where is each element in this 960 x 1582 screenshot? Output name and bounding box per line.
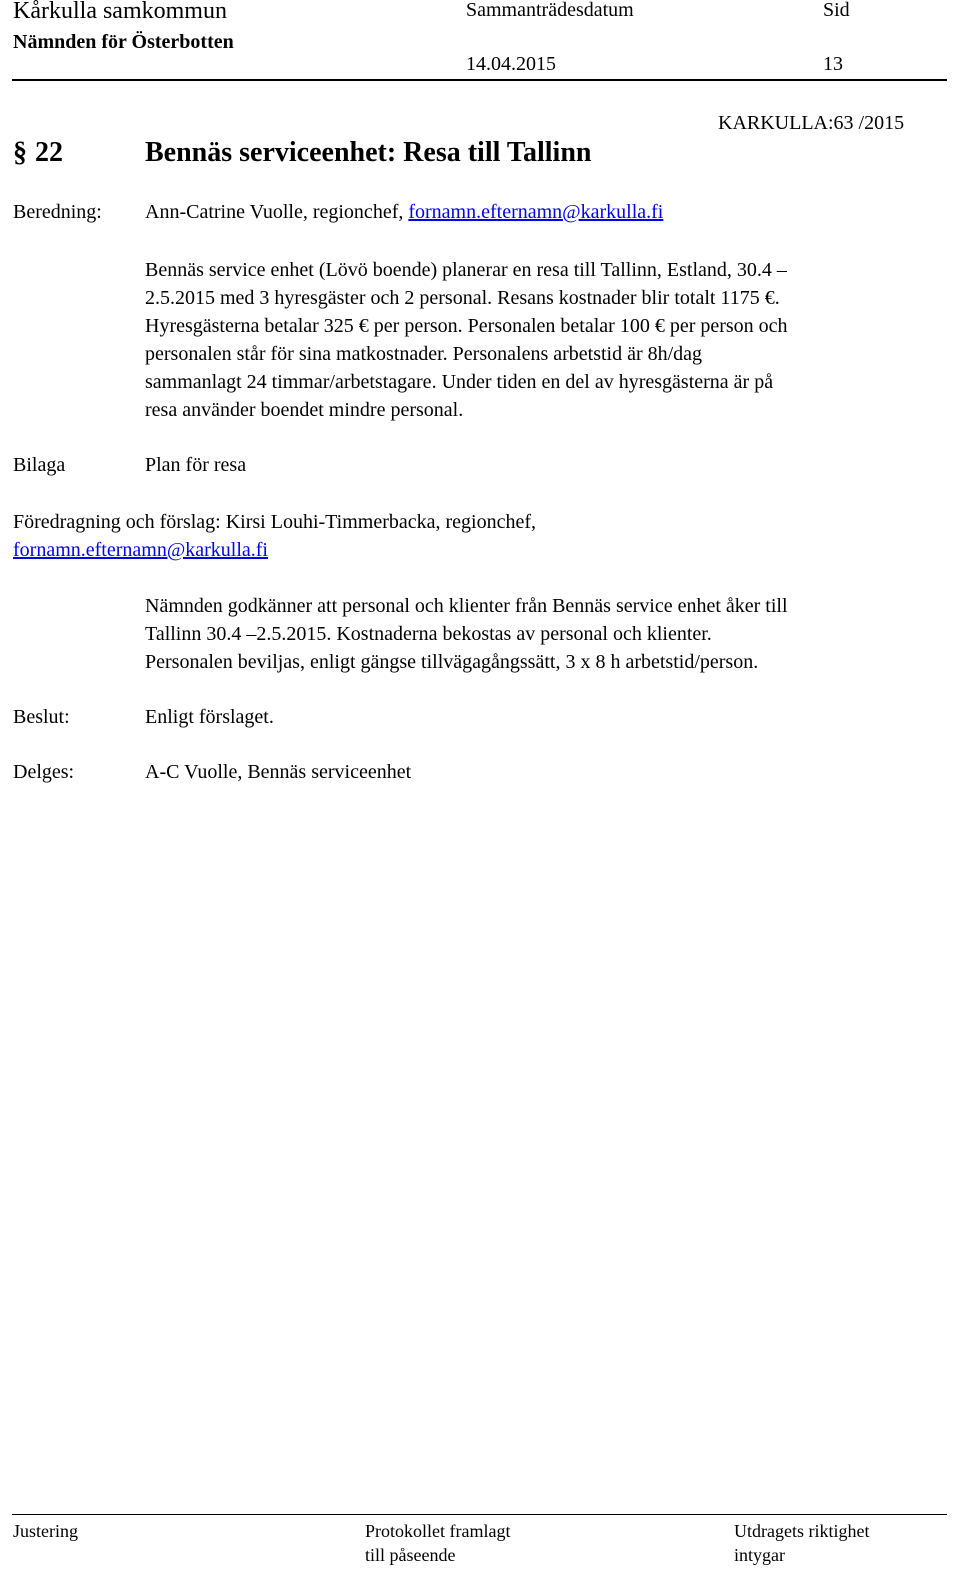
beredning-line (145, 201, 663, 224)
footer-protokoll-line2: till påseende (365, 1545, 456, 1565)
description-line: 2.5.2015 med 3 hyresgäster och 2 personal. Resans kostnader blir totalt 1175 €. (145, 287, 780, 309)
beslut-label: Beslut: (13, 706, 70, 728)
bilaga-text: Plan för resa (145, 454, 247, 476)
proposal-line: Nämnden godkänner att personal och klienter från Bennäs service enhet åker till (145, 595, 788, 617)
beslut-text: Enligt förslaget. (145, 706, 274, 728)
proposal-line: Tallinn 30.4 –2.5.2015. Kostnaderna bekostas av personal och klienter. (145, 623, 712, 645)
description-line: resa använder boendet mindre personal. (145, 399, 464, 421)
page-label: Sid (823, 0, 850, 21)
beredning-email-link[interactable]: fornamn.efternamn@karkulla.fi (408, 201, 664, 223)
beredning-text: Ann-Catrine Vuolle, regionchef, (145, 201, 409, 223)
footer-utdrag-line1: Utdragets riktighet (734, 1521, 870, 1541)
footer-justering: Justering (13, 1521, 78, 1541)
proposal-paragraph (145, 592, 945, 676)
delges-text: A-C Vuolle, Bennäs serviceenhet (145, 761, 412, 783)
delges-label: Delges: (13, 761, 75, 783)
bilaga-label: Bilaga (13, 454, 66, 476)
page-number: 13 (823, 53, 843, 75)
proposal-line: Personalen beviljas, enligt gängse tillvägagångssätt, 3 x 8 h arbetstid/person. (145, 651, 759, 673)
footer-rule (12, 1514, 947, 1515)
description-paragraph (145, 256, 945, 424)
reference-number: KARKULLA:63 /2015 (718, 112, 905, 134)
description-line: Hyresgästerna betalar 325 € per person. Personalen betalar 100 € per person och (145, 315, 788, 337)
section-number: 22 (35, 137, 63, 168)
description-line: sammanlagt 24 timmar/arbetstagare. Under tiden en del av hyresgästerna är på (145, 371, 774, 393)
description-line: personalen står för sina matkostnader. Personalens arbetstid är 8h/dag (145, 343, 703, 365)
meeting-date: 14.04.2015 (466, 53, 556, 75)
section-title: Bennäs serviceenhet: Resa till Tallinn (145, 137, 592, 168)
foredragning-text: Föredragning och förslag: Kirsi Louhi-Timmerbacka, regionchef, (13, 511, 537, 533)
foredragning-email-link[interactable]: fornamn.efternamn@karkulla.fi (13, 539, 268, 561)
section-symbol: § (13, 137, 27, 168)
organization-name: Kårkulla samkommun (13, 0, 227, 24)
header-rule (12, 79, 947, 81)
footer-protokoll-line1: Protokollet framlagt (365, 1521, 511, 1541)
description-line: Bennäs service enhet (Lövö boende) planerar en resa till Tallinn, Estland, 30.4 – (145, 259, 787, 281)
date-label: Sammanträdesdatum (466, 0, 634, 21)
beredning-label: Beredning: (13, 201, 102, 223)
foredragning-block (13, 508, 943, 564)
footer-utdrag-line2: intygar (734, 1545, 785, 1565)
committee-name: Nämnden för Österbotten (13, 31, 234, 53)
